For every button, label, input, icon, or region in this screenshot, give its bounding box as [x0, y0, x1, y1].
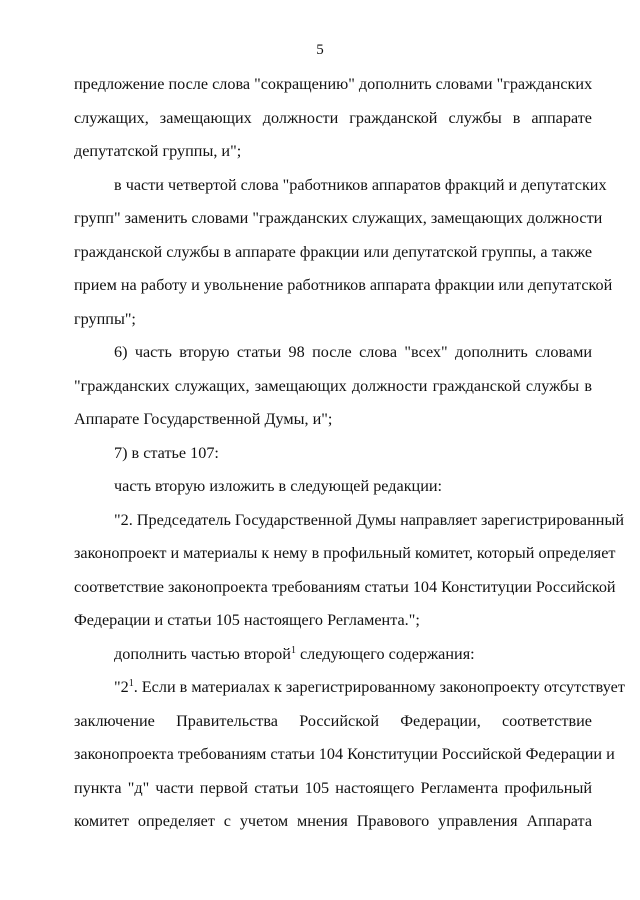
page-number: 5: [316, 42, 324, 58]
text-line: 6) часть вторую статьи 98 после слова "всех" дополнить словами: [114, 343, 592, 361]
text-line: заключение Правительства Российской Федерации, соответствие: [74, 711, 592, 730]
text-line: Федерации и статьи 105 настоящего Регламента.";: [74, 611, 420, 629]
text-line: прием на работу и увольнение работников аппарата фракции или депутатской: [74, 276, 613, 294]
text-line: законопроект и материалы к нему в профильный комитет, который определяет: [74, 544, 616, 562]
paragraph-6: [74, 504, 624, 638]
text-line: часть вторую изложить в следующей редакции:: [114, 477, 443, 495]
paragraph-8: [74, 671, 625, 839]
superscript: 1: [290, 644, 296, 656]
text-line: группы";: [74, 309, 136, 328]
text-line: "гражданских служащих, замещающих должности гражданской службы в: [74, 376, 592, 395]
text-line: [74, 638, 592, 672]
text-line: "2. Председатель Государственной Думы направляет зарегистрированный: [114, 510, 624, 529]
text-line: групп" заменить словами "гражданских служащих, замещающих должности: [74, 209, 603, 227]
paragraph-5: [74, 470, 592, 504]
paragraph-3: [74, 336, 592, 437]
text-line: комитет определяет с учетом мнения Правового управления Аппарата: [74, 812, 592, 830]
text-line: пункта "д" части первой статьи 105 настоящего Регламента профильный: [74, 778, 592, 797]
text-line: 7) в статье 107:: [114, 443, 219, 462]
text-line: законопроекта требованиям статьи 104 Конституции Российской Федерации и: [74, 745, 615, 763]
text-line: предложение после слова "сокращению" дополнить словами "гражданских: [74, 75, 593, 93]
text-line: гражданской службы в аппарате фракции или депутатской группы, а также: [74, 242, 593, 261]
superscript: 1: [128, 678, 134, 689]
text-fragment: следующего содержания:: [295, 644, 475, 663]
paragraph-4: [74, 437, 592, 471]
text-fragment: дополнить частью второй: [114, 644, 291, 663]
text-line: депутатской группы, и";: [74, 142, 242, 160]
text-fragment: . Если в материалах к зарегистрированному законопроекту отсутствует: [133, 678, 625, 696]
document-body: [74, 68, 625, 839]
paragraph-2: [74, 169, 613, 337]
text-line: соответствие законопроекта требованиям статьи 104 Конституции Российской: [74, 577, 616, 596]
text-line: Аппарате Государственной Думы, и";: [74, 410, 333, 428]
text-line: [74, 671, 625, 705]
text-line: служащих, замещающих должности гражданской службы в аппарате: [74, 108, 592, 127]
paragraph-7: [74, 638, 592, 672]
paragraph-1: [74, 68, 592, 169]
text-line: в части четвертой слова "работников аппаратов фракций и депутатских: [114, 175, 607, 194]
text-fragment: "2: [114, 678, 129, 696]
